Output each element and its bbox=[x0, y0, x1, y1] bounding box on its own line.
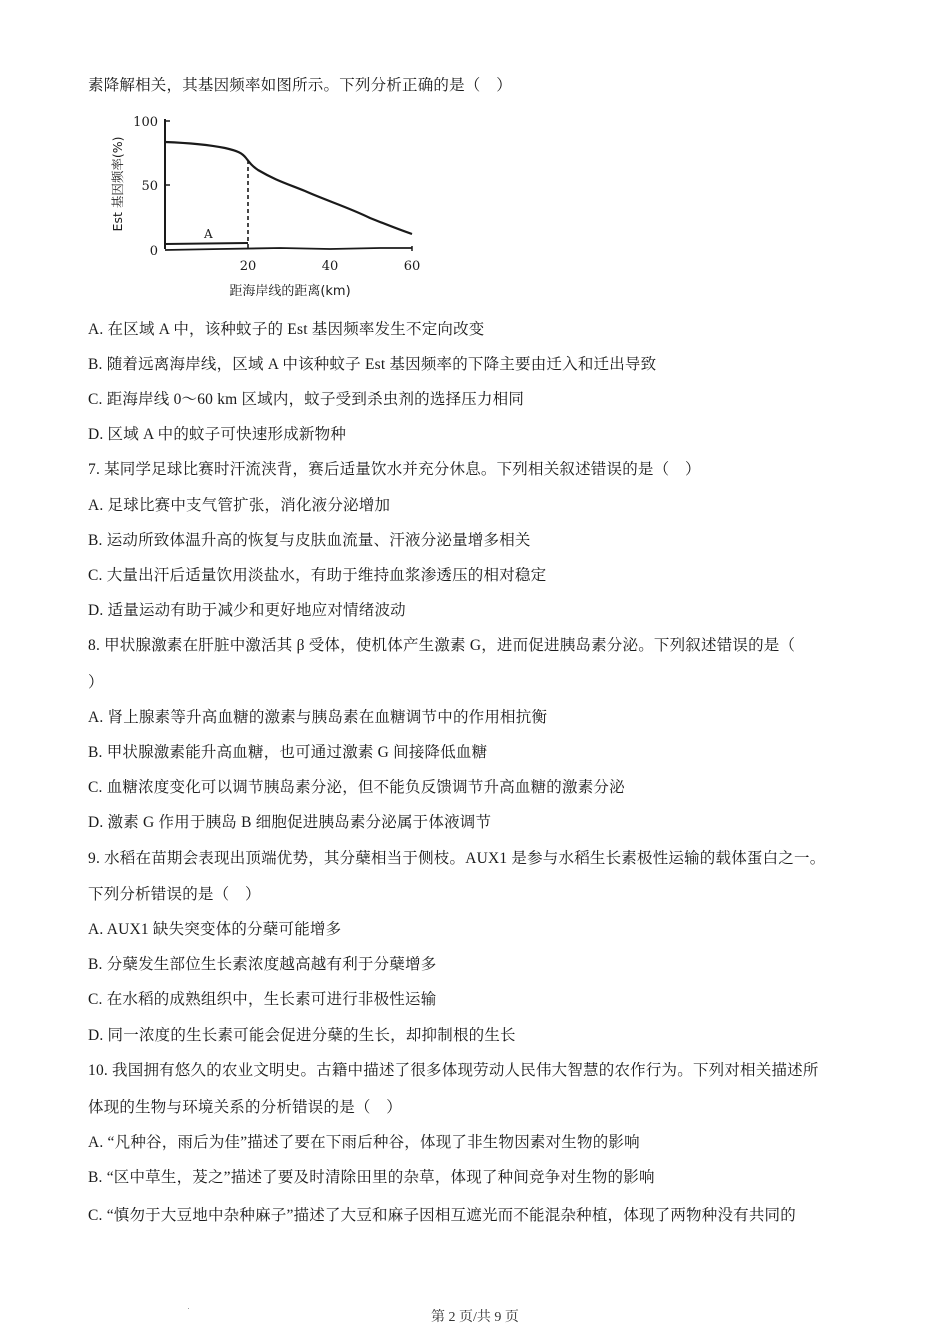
y-tick-0: 0 bbox=[149, 244, 158, 259]
est-gene-frequency-chart bbox=[100, 108, 440, 308]
q9-stem-line1: 9. 水稻在苗期会表现出顶端优势，其分蘖相当于侧枝。AUX1 是参与水稻生长素极性运输的载体蛋白之一。 bbox=[88, 850, 826, 867]
q8-stem-line2: ） bbox=[88, 674, 104, 691]
q7-option-b: B. 运动所致体温升高的恢复与皮肤血流量、汗液分泌量增多相关 bbox=[88, 532, 531, 549]
q8-option-d: D. 激素 G 作用于胰岛 B 细胞促进胰岛素分泌属于体液调节 bbox=[88, 814, 492, 831]
x-tick-40: 40 bbox=[321, 259, 339, 274]
region-a-bracket bbox=[165, 243, 248, 244]
page-footer: 第 2 页/共 9 页 bbox=[431, 1310, 519, 1325]
x-tick-20: 20 bbox=[239, 259, 257, 274]
q7-option-a: A. 足球比赛中支气管扩张，消化液分泌增加 bbox=[88, 497, 391, 514]
q10-option-b: B. “区中草生，茇之”描述了要及时清除田里的杂草，体现了种间竞争对生物的影响 bbox=[88, 1169, 655, 1186]
q9-option-a: A. AUX1 缺失突变体的分蘖可能增多 bbox=[88, 921, 342, 938]
q10-option-a: A. “凡种谷，雨后为佳”描述了要在下雨后种谷，体现了非生物因素对生物的影响 bbox=[88, 1134, 640, 1151]
q9-option-d: D. 同一浓度的生长素可能会促进分蘖的生长，却抑制根的生长 bbox=[88, 1027, 516, 1044]
q7-option-c: C. 大量出汗后适量饮用淡盐水，有助于维持血浆渗透压的相对稳定 bbox=[88, 567, 547, 584]
q8-stem-line1: 8. 甲状腺激素在肝脏中激活其 β 受体，使机体产生激素 G，进而促进胰岛素分泌。下列叙述错误的是（ bbox=[88, 637, 796, 654]
question-6-intro: 素降解相关，其基因频率如图所示。下列分析正确的是（ ） bbox=[88, 77, 512, 94]
q10-stem-line2: 体现的生物与环境关系的分析错误的是（ ） bbox=[88, 1099, 403, 1116]
q6-option-d: D. 区域 A 中的蚊子可快速形成新物种 bbox=[88, 426, 347, 443]
q8-option-b: B. 甲状腺激素能升高血糖，也可通过激素 G 间接降低血糖 bbox=[88, 744, 488, 761]
q9-option-b: B. 分蘖发生部位生长素浓度越高越有利于分蘖增多 bbox=[88, 956, 437, 973]
q6-option-c: C. 距海岸线 0～60 km 区域内，蚊子受到杀虫剂的选择压力相同 bbox=[88, 391, 525, 408]
q8-option-c: C. 血糖浓度变化可以调节胰岛素分泌，但不能负反馈调节升高血糖的激素分泌 bbox=[88, 779, 625, 796]
q6-option-b: B. 随着远离海岸线，区域 A 中该种蚊子 Est 基因频率的下降主要由迁入和迁出导致 bbox=[88, 356, 657, 373]
y-tick-50: 50 bbox=[141, 179, 158, 194]
q7-stem: 7. 某同学足球比赛时汗流浃背，赛后适量饮水并充分休息。下列相关叙述错误的是（ ） bbox=[88, 461, 701, 478]
q6-option-a: A. 在区域 A 中，该种蚊子的 Est 基因频率发生不定向改变 bbox=[88, 321, 485, 338]
q10-option-c: C. “慎勿于大豆地中杂种麻子”描述了大豆和麻子因相互遮光而不能混杂种植，体现了两物种没有共同的 bbox=[88, 1207, 796, 1224]
region-a-label: A bbox=[204, 227, 213, 241]
x-axis bbox=[165, 248, 412, 250]
q10-stem-line1: 10. 我国拥有悠久的农业文明史。古籍中描述了很多体现劳动人民伟大智慧的农作行为。下列对相关描述所 bbox=[88, 1062, 819, 1079]
x-tick-60: 60 bbox=[403, 259, 421, 274]
est-frequency-curve bbox=[165, 142, 412, 234]
q9-stem-line2: 下列分析错误的是（ ） bbox=[88, 886, 261, 903]
q7-option-d: D. 适量运动有助于减少和更好地应对情绪波动 bbox=[88, 602, 406, 619]
x-axis-label: 距海岸线的距离(km) bbox=[229, 284, 351, 299]
y-axis-label: Est 基因频率(%) bbox=[110, 136, 125, 232]
q8-option-a: A. 肾上腺素等升高血糖的激素与胰岛素在血糖调节中的作用相抗衡 bbox=[88, 709, 548, 726]
y-tick-100: 100 bbox=[133, 115, 158, 130]
q9-option-c: C. 在水稻的成熟组织中，生长素可进行非极性运输 bbox=[88, 991, 437, 1008]
